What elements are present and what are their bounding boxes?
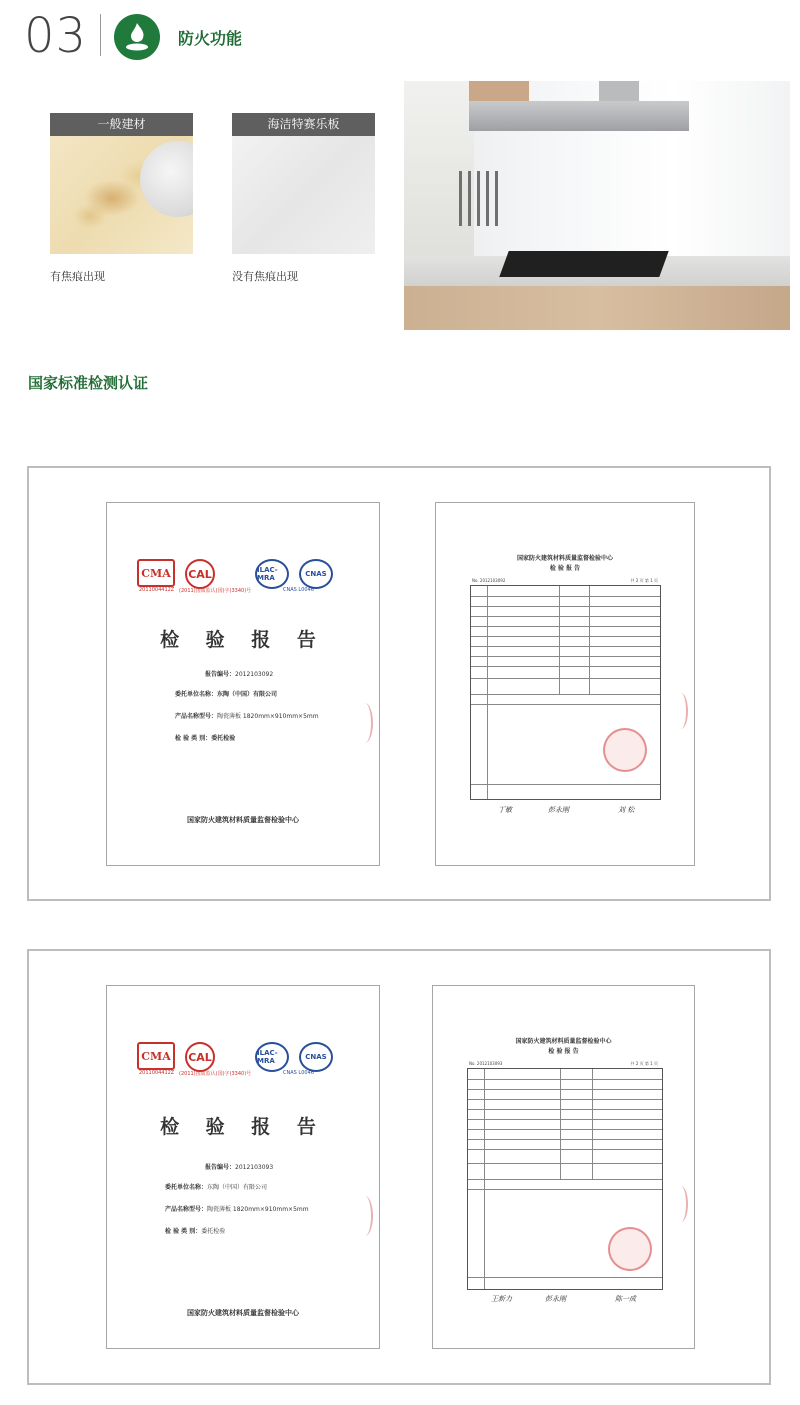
accreditation-marks <box>137 559 333 589</box>
client-label: 委托单位名称： <box>165 1184 208 1191</box>
compare-panel-regular <box>50 113 193 284</box>
header-divider <box>100 14 101 56</box>
inspection-seal <box>608 1227 652 1271</box>
ilac-mra-mark-icon: ILAC-MRA <box>255 1042 289 1072</box>
compare-panel-product <box>232 113 375 284</box>
signature-approver: 刘 松 <box>618 806 635 814</box>
product-line <box>175 711 319 720</box>
client-line <box>175 689 277 698</box>
report-subtitle: 检 验 报 告 <box>549 565 581 572</box>
report-number-label: 报告编号： <box>205 1164 236 1171</box>
product-label: 产品名称型号： <box>165 1206 208 1213</box>
cover-title: 检 验 报 告 <box>160 1116 326 1138</box>
cnas-mark-number: CNAS L0046 <box>283 587 314 593</box>
issuer-footer: 国家防火建筑材料质量监督检验中心 <box>187 816 299 824</box>
client-name: 东陶（中国）有限公司 <box>217 691 278 698</box>
cnas-mark-icon: CNAS <box>299 559 333 589</box>
cnas-mark-number: CNAS L0046 <box>283 1070 314 1076</box>
magnifier-icon <box>140 141 193 217</box>
category: 委托检验 <box>211 735 236 742</box>
report-center-name: 国家防火建筑材料质量监督检验中心 <box>516 555 613 562</box>
report-no: No. 2012103092 <box>472 578 506 583</box>
signature-tester: 王新力 <box>491 1295 512 1303</box>
ilac-mra-mark-icon: ILAC-MRA <box>255 559 289 589</box>
cal-mark-number: (2011)国质监认(国)字(3340)号 <box>179 1071 252 1077</box>
report-center-name: 国家防火建筑材料质量监督检验中心 <box>515 1038 612 1045</box>
signature-tester: 丁敏 <box>498 806 512 814</box>
kitchen-photo <box>404 81 790 330</box>
stamp-edge <box>674 693 688 729</box>
report-number: 2012103092 <box>235 671 274 678</box>
report-number-label: 报告编号： <box>205 671 236 678</box>
category-label: 检 验 类 别： <box>175 735 212 742</box>
report-cover-page <box>106 502 380 866</box>
client-label: 委托单位名称： <box>175 691 218 698</box>
cma-mark-number: 2011004412Z <box>139 587 175 593</box>
product-name: 陶瓷薄板 1820mm×910mm×5mm <box>217 713 319 720</box>
section-number: 03 <box>24 8 88 64</box>
stamp-edge <box>357 1196 373 1236</box>
product-name: 陶瓷薄板 1820mm×910mm×5mm <box>207 1206 309 1213</box>
cnas-mark-icon: CNAS <box>299 1042 333 1072</box>
category: 委托检验 <box>201 1228 226 1235</box>
report-page-count: 共 2 页 第 1 页 <box>630 578 658 583</box>
report-cover-page <box>106 985 380 1349</box>
accreditation-marks <box>137 1042 333 1072</box>
flame-glyph <box>114 14 160 60</box>
clean-sample-image <box>232 136 375 254</box>
certificate-box-2 <box>27 949 771 1385</box>
signature-reviewer: 彭永刚 <box>548 806 569 814</box>
compare-caption-product: 没有焦痕出现 <box>232 270 298 283</box>
product-line <box>165 1204 309 1213</box>
report-number: 2012103093 <box>235 1164 274 1171</box>
client-name: 东陶（中国）有限公司 <box>207 1184 268 1191</box>
cal-mark-icon: CAL <box>185 1042 215 1072</box>
certification-title: 国家标准检测认证 <box>28 374 149 392</box>
client-line <box>165 1182 267 1191</box>
signature-reviewer: 彭永刚 <box>545 1295 566 1303</box>
category-line <box>165 1226 225 1235</box>
flame-logo-icon <box>114 14 160 60</box>
cma-mark-icon: CMA <box>137 1042 175 1070</box>
compare-label-product: 海洁特赛乐板 <box>232 113 375 136</box>
issuer-footer: 国家防火建筑材料质量监督检验中心 <box>187 1309 299 1317</box>
burn-mark-sample-image <box>50 136 193 254</box>
stamp-edge <box>357 703 373 743</box>
stamp-edge <box>674 1186 688 1222</box>
signature-approver: 陈一成 <box>615 1295 636 1303</box>
report-number-line <box>205 669 273 678</box>
cma-mark-icon: CMA <box>137 559 175 587</box>
cal-mark-icon: CAL <box>185 559 215 589</box>
cma-mark-number: 2011004412Z <box>139 1070 175 1076</box>
report-subtitle: 检 验 报 告 <box>548 1048 579 1055</box>
report-table <box>470 585 661 800</box>
compare-caption-regular: 有焦痕出现 <box>50 270 105 283</box>
report-number-line <box>205 1162 273 1171</box>
cal-mark-number: (2011)国质监认(国)字(3340)号 <box>179 588 252 594</box>
cover-title: 检 验 报 告 <box>160 629 326 651</box>
report-detail-page <box>432 985 695 1349</box>
category-label: 检 验 类 别： <box>165 1228 202 1235</box>
certificate-box-1 <box>27 466 771 901</box>
report-no: No. 2012103093 <box>469 1061 503 1066</box>
category-line <box>175 733 235 742</box>
inspection-seal <box>603 728 647 772</box>
report-detail-page <box>435 502 695 866</box>
product-label: 产品名称型号： <box>175 713 218 720</box>
compare-label-regular: 一般建材 <box>50 113 193 136</box>
report-table <box>467 1068 663 1290</box>
report-page-count: 共 2 页 第 1 页 <box>630 1061 658 1066</box>
section-title: 防火功能 <box>178 29 243 48</box>
